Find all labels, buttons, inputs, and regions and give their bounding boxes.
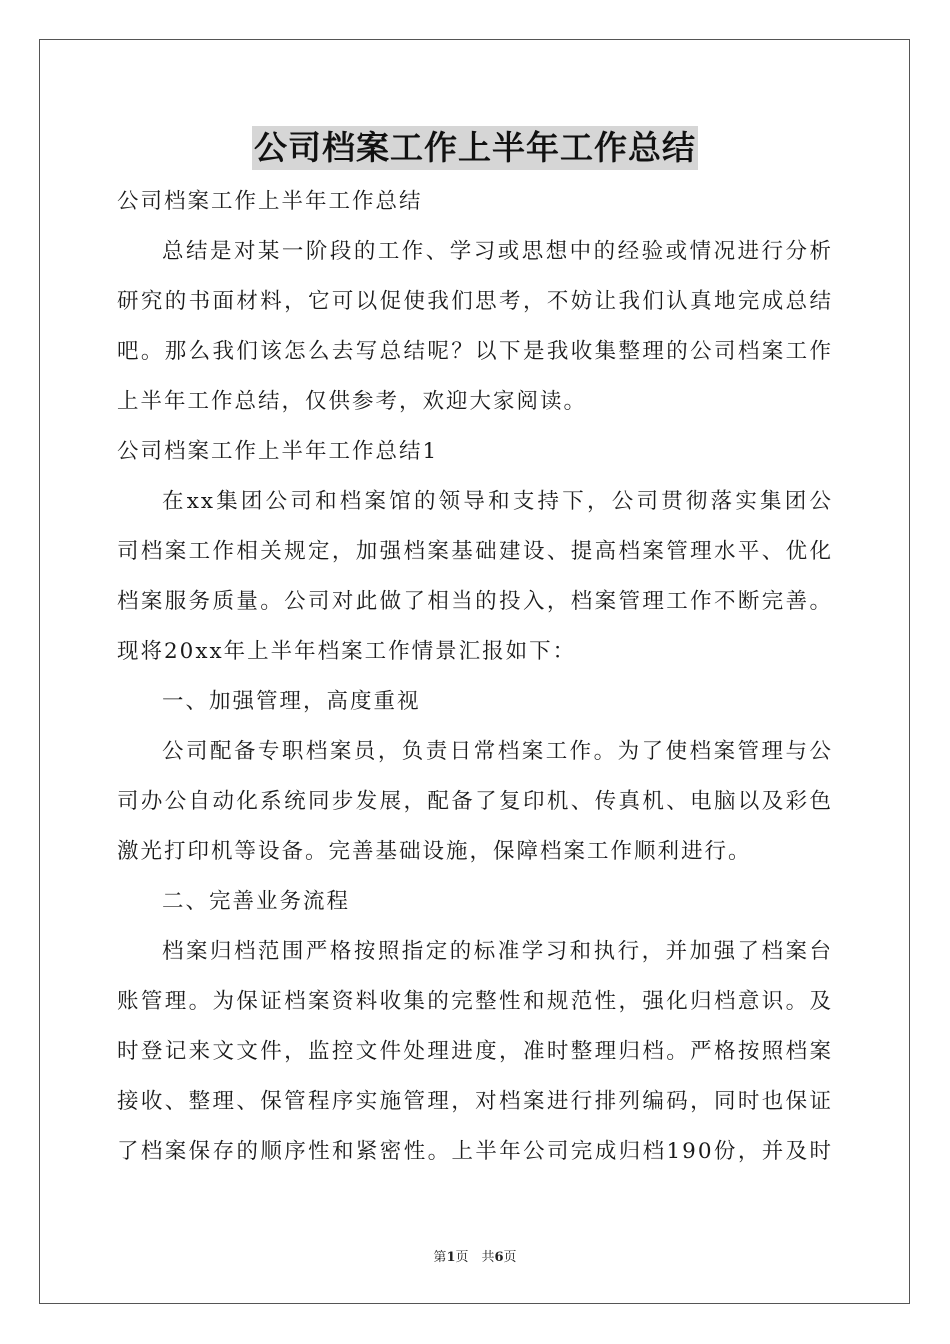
page-footer	[0, 1246, 950, 1265]
paragraph-line: 激光打印机等设备。完善基础设施，保障档案工作顺利进行。	[117, 839, 752, 864]
page-mid: 页 共	[455, 1250, 495, 1265]
subtitle-line: 公司档案工作上半年工作总结	[117, 189, 423, 214]
paragraph-line: 现将20xx年上半年档案工作情景汇报如下：	[117, 639, 577, 664]
total-page-number: 6	[494, 1250, 504, 1265]
title-container	[0, 126, 950, 170]
paragraph-line: 档案服务质量。公司对此做了相当的投入，档案管理工作不断完善。	[117, 589, 833, 614]
paragraph-line: 公司配备专职档案员，负责日常档案工作。为了使档案管理与公	[162, 739, 833, 764]
current-page-number: 1	[446, 1250, 456, 1265]
paragraph-line: 档案归档范围严格按照指定的标准学习和执行，并加强了档案台	[162, 939, 833, 964]
paragraph-line: 了档案保存的顺序性和紧密性。上半年公司完成归档190份，并及时	[117, 1139, 833, 1164]
paragraph-line: 研究的书面材料，它可以促使我们思考，不妨让我们认真地完成总结	[117, 289, 833, 314]
subsection-heading: 一、加强管理，高度重视	[162, 689, 421, 714]
document-title: 公司档案工作上半年工作总结	[252, 126, 698, 170]
section-heading: 公司档案工作上半年工作总结1	[117, 439, 439, 464]
paragraph-line: 在xx集团公司和档案馆的领导和支持下，公司贯彻落实集团公	[162, 489, 833, 514]
paragraph-line: 司办公自动化系统同步发展，配备了复印机、传真机、电脑以及彩色	[117, 789, 833, 814]
paragraph-line: 司档案工作相关规定，加强档案基础建设、提高档案管理水平、优化	[117, 539, 833, 564]
page-prefix: 第	[433, 1250, 447, 1265]
paragraph-line: 账管理。为保证档案资料收集的完整性和规范性，强化归档意识。及	[117, 989, 833, 1014]
paragraph-line: 吧。那么我们该怎么去写总结呢？以下是我收集整理的公司档案工作	[117, 339, 833, 364]
paragraph-line: 接收、整理、保管程序实施管理，对档案进行排列编码，同时也保证	[117, 1089, 833, 1114]
document-body	[117, 177, 833, 1177]
paragraph-line: 时登记来文文件，监控文件处理进度，准时整理归档。严格按照档案	[117, 1039, 833, 1064]
subsection-heading: 二、完善业务流程	[162, 889, 351, 914]
page-suffix: 页	[503, 1250, 517, 1265]
paragraph-line: 总结是对某一阶段的工作、学习或思想中的经验或情况进行分析	[162, 239, 833, 264]
paragraph-line: 上半年工作总结，仅供参考，欢迎大家阅读。	[117, 389, 588, 414]
